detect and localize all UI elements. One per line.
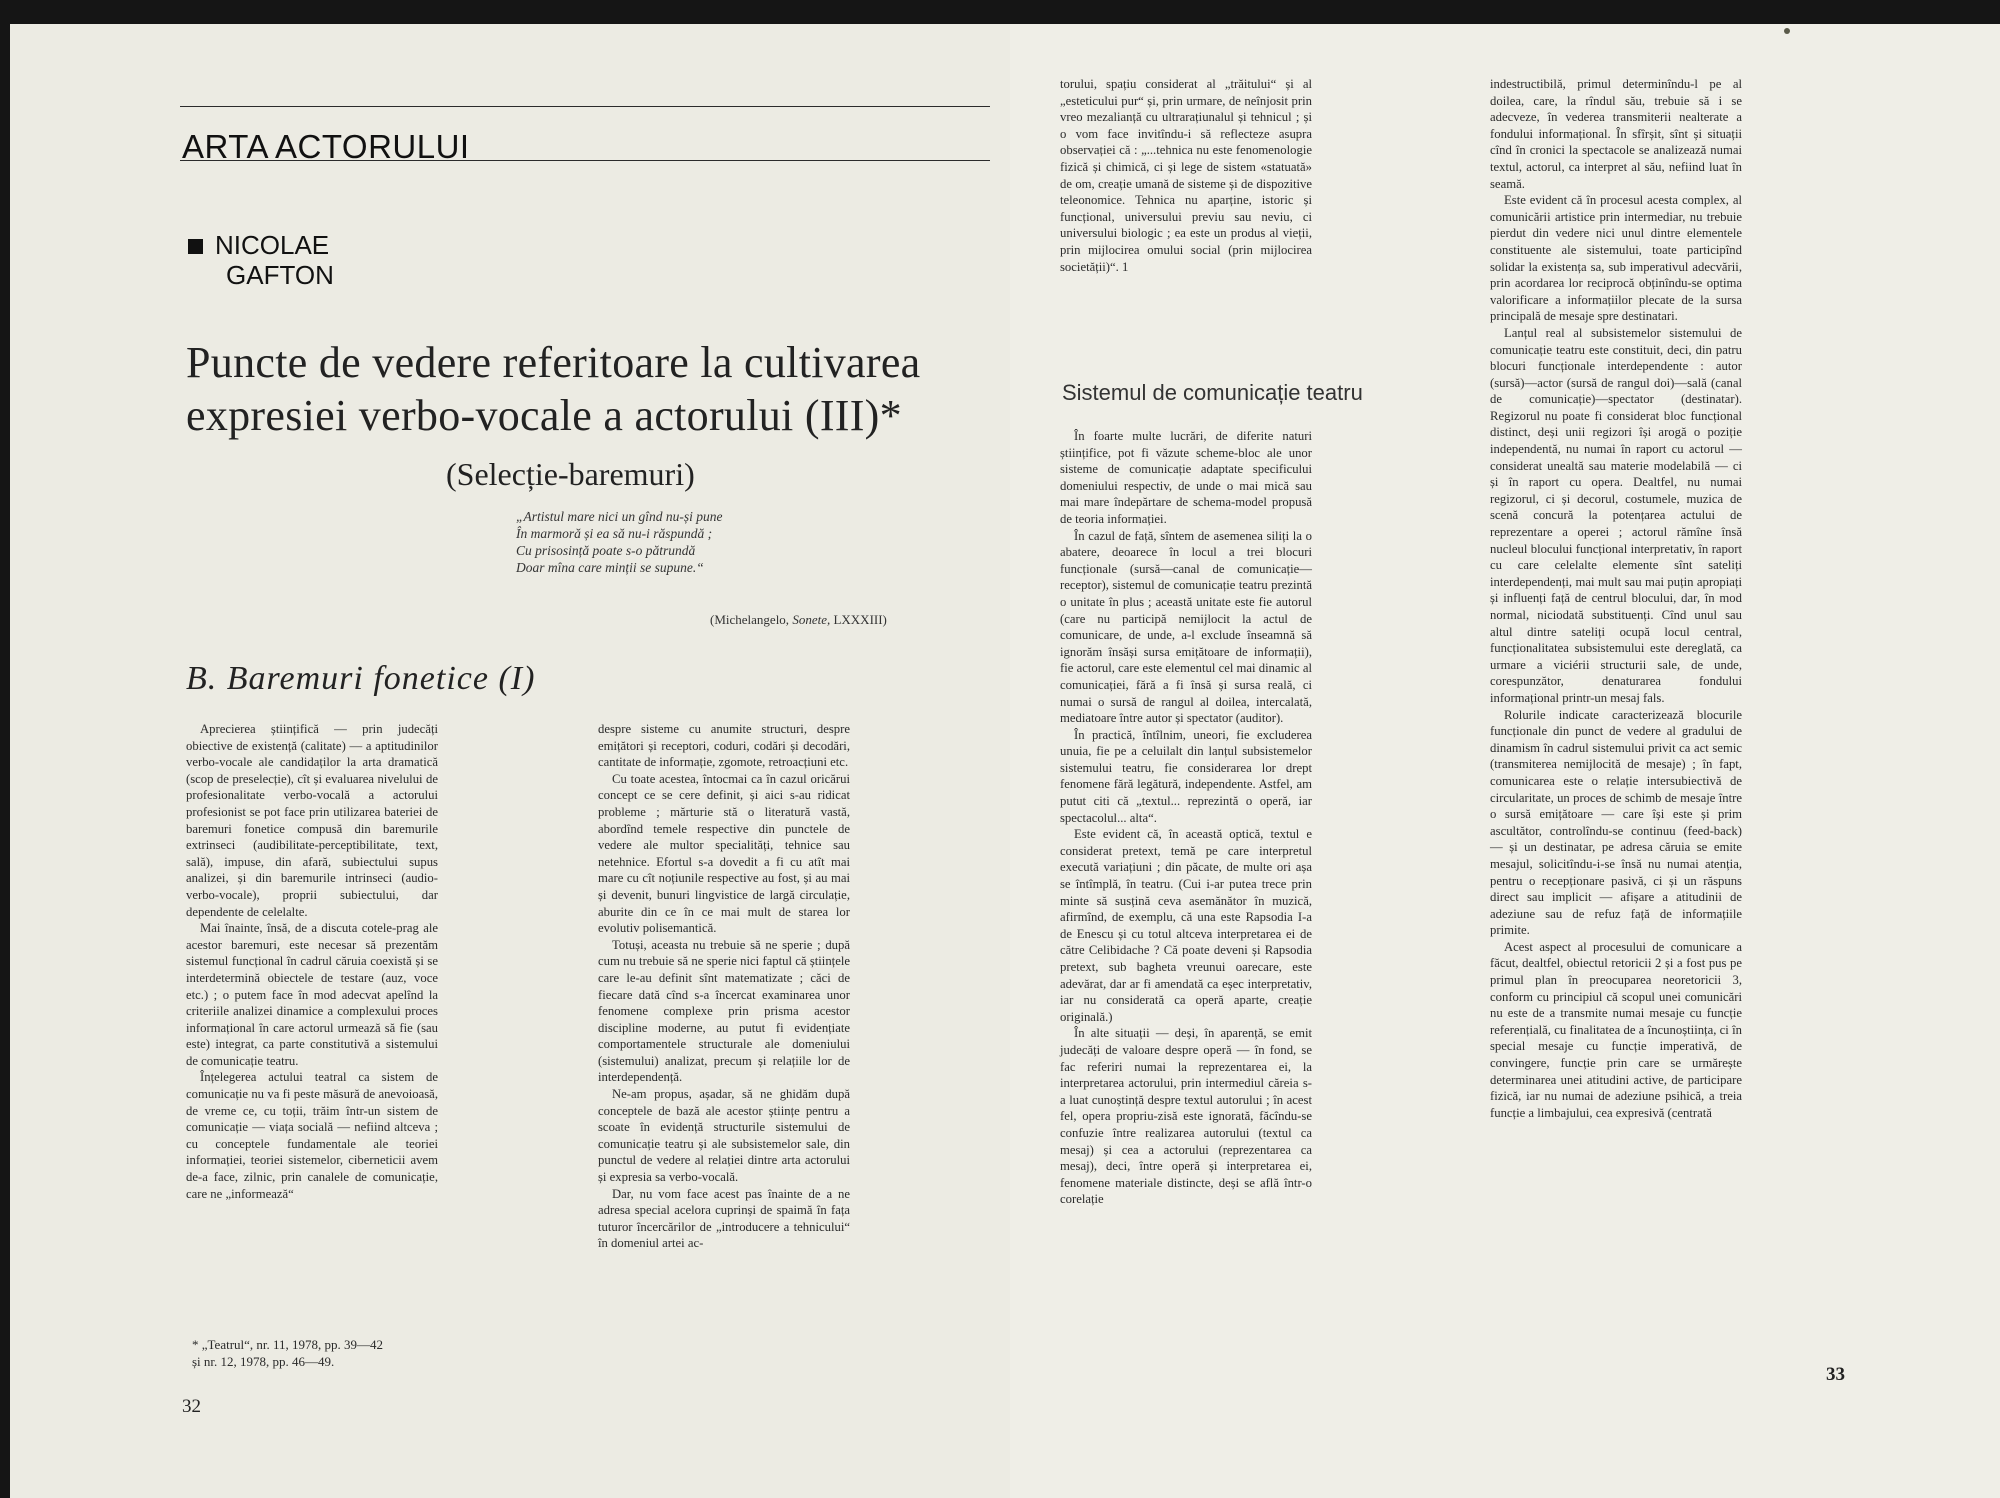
attribution-work: Sonete, [792,612,831,627]
paragraph: Dar, nu vom face acest pas înainte de a ne adresa special acelora cuprinși de spaimă în fața tuturor încercărilor de „introducere a tehnicului“ în domeniul artei ac- [598,1186,850,1251]
title-line-1: Puncte de vedere referitoare la cultivarea [186,338,921,387]
ink-spot [1784,28,1790,34]
text-column [1060,76,1312,275]
author-first-name: NICOLAE [215,230,330,260]
epigraph-line: Cu prisosință poate s-o pătrundă [516,543,696,558]
author-name [188,230,334,290]
epigraph-attribution [710,612,887,628]
epigraph-line: „Artistul mare nici un gînd nu-și pune [516,509,723,524]
article-subtitle: (Selecție-baremuri) [446,456,695,492]
author-last-name: GAFTON [226,260,334,290]
text-column [1060,428,1312,1208]
paragraph: Ne-am propus, așadar, să ne ghidăm după conceptele de bază ale acestor științe pentru a scoate în evidență structurile sistemului de comunicație teatru și ale subsistemelor sale, din punctul de vedere al relației dintre arta actorului și expresia sa verbo-vocală. [598,1087,850,1185]
paragraph: Totuși, aceasta nu trebuie să ne sperie ; după cum nu trebuie să ne sperie nici faptul că științele care le-au definit sînt matematizate ; căci de fiecare dată cînd s-a încercat examinarea unor fenomene complexe prin prisma acestor discipline moderne, au putut fi evidențiate comportamentele structurale ale domeniului (sistemului) analizat, precum și relațiile lor de interdependență. [598,937,850,1085]
paragraph: Lanțul real al subsistemelor sistemului de comunicație teatru este constituit, deci, din patru blocuri funcționale interdependente : autor (sursă)—actor (sursă de rangul doi)—sală (canal de comunicație)—spectator (destinatar). Regizorul nu poate fi considerat bloc funcțional distinct, deși unii regizori își arogă o poziție independentă, nu numai în raport cu actorul — considerat unealtă sau materie modelabilă — ci și în raport cu opera. Dealtfel, nu numai regizorul, ci și decorul, costumele, muzica de scenă concură la potențarea actului de reprezentare a operei ; actorul rămîne însă nucleul blocului funcțional interpretativ, în raport cu care celelalte elemente sînt sateliți interdependenți, mai mult sau mai puțin apropiați și influenți față de centrul blocului, dar, în mod normal, niciodată substituenți. Cînd unul sau altul dintre sateliți ocupă locul central, funcționalitatea subsistemului este dereglată, ca urmare a viciérii structurii sale, de unde, corespunzător, denaturarea fondului informațional printr-un mesaj fals. [1490,325,1742,705]
paragraph: În alte situații — deși, în aparență, se emit judecăți de valoare despre operă — în fond, se fac referiri numai la reprezentarea ei, la interpretarea actorului, prin intermediul căreia s-a luat cunoștință despre textul autorului ; în acest fel, opera propriu-zisă este ignorată, făcîndu-se confuzie între realizarea autorului (textul ca mesaj) și cea a actorului (reprezentarea ca mesaj), deci, între operă și interpretarea ei, fenomene materiale distincte, deși se află într-o corelație [1060,1026,1312,1207]
paragraph: Înțelegerea actului teatral ca sistem de comunicație nu va fi peste măsură de anevoioasă, de vreme ce, cu toții, trăim într-un sistem de comunicație — viața socială — nefiind altceva ; cu conceptele fundamentale ale teoriei informației, teoriei sistemelor, ciberneticii avem de-a face, zilnic, prin canalele de comunicație, care ne „informează“ [186,1070,438,1201]
section-heading: B. Baremuri fonetice (I) [186,660,536,697]
epigraph [516,508,986,576]
article-title [186,336,1006,442]
text-column [598,721,850,1252]
paragraph: despre sisteme cu anumite structuri, despre emițători și receptori, coduri, codări și decodări, cantitate de informație, zgomote, retroacțiuni etc. [598,722,850,770]
right-page [1010,24,2000,1498]
epigraph-line: Doar mîna care minții se supune.“ [516,560,704,575]
title-line-2: expresiei verbo-vocale a actorului (III)* [186,391,902,440]
section-label: ARTA ACTORULUI [182,128,470,165]
page-number: 32 [182,1396,201,1417]
attribution-number: LXXXIII) [833,612,887,627]
section-rule [180,160,990,161]
paragraph: Mai înainte, însă, de a discuta cotele-prag ale acestor baremuri, este necesar să prezentăm sistemul funcțional în cadrul căruia coexistă și se interdetermină obiectele de testare (auz, voce etc.) ; o putem face în mod adecvat apelînd la criteriile analizei dinamice a complexului proces informațional în care actorul urmează să fie (sau este) integrat, ca parte constitutivă a sistemului de comunicație teatru. [186,921,438,1068]
paragraph: Aprecierea științifică — prin judecăți obiective de existență (calitate) — a aptitudinilor verbo-vocale ale candidaților la arta dramatică (scop de preselecție), cît și evaluarea nivelului de profesionalitate verbo-vocală a actorului profesionist se pot face prin utilizarea bateriei de baremuri fonetice compusă din baremurile extrinseci (audibilitate-perceptibilitate, text, sală), impuse, din afară, subiectului supus analizei, și din baremurile intrinseci (audio-verbo-vocale), proprii subiectului, dar dependente de celelalte. [186,722,438,919]
left-page [10,24,1010,1498]
footnote-line: și nr. 12, 1978, pp. 46—49. [192,1354,335,1369]
sub-heading: Sistemul de comunicație teatru [1062,380,1363,405]
paragraph: În cazul de față, sîntem de asemenea siliți la o abatere, deoarece în locul a trei blocuri funcționale (sursă—canal de comunicație—receptor), sistemul de comunicație teatru prezintă o unitate în plus ; această unitate este fie autorul (care nu participă nemijlocit la actul de comunicare, de unde, a-l exclude înseamnă să ignorăm însăși sursa emițătoare de informații), fie actorul, care este elementul cel mai dinamic al comunicației, fără a fi însă și sursa reală, ci numai o sursă de rangul al doilea, intercalată, mediatoare între autor și spectator (auditor). [1060,528,1312,726]
paragraph: În foarte multe lucrări, de diferite naturi științifice, pot fi văzute scheme-bloc ale unor sisteme de comunicație adaptate specificului domeniului respectiv, de unde o mai mică sau mai mare îndepărtare de schema-model propusă de teoria informației. [1060,429,1312,526]
paragraph: În practică, întîlnim, uneori, fie excluderea unuia, fie pe a celuilalt din lanțul subsistemelor sistemului teatru, fie considerarea lor drept fenomene fără legătură, independente. Astfel, am putut citi că „textul... reprezintă o operă, iar spectacolul... alta“. [1060,727,1312,825]
paragraph: Acest aspect al procesului de comunicare a făcut, dealtfel, obiectul retoricii 2 și a fost pus pe primul plan în preocuparea neoretoricii 3, conform cu principiul că scopul unei comunicări nu este de a transmite numai mesaje cu funcție referențială, cu finalitatea de a încunoștiința, ci în special mesaje cu funcție imperativă, de convingere, funcție prin care se urmărește determinarea unei atitudini active, de participare fizică, iar nu numai de adeziune psihică, a treia funcție a limbajului, cea expresivă (centrată [1490,939,1742,1120]
text-column [186,721,438,1202]
attribution-author: (Michelangelo, [710,612,790,627]
paragraph: torului, spațiu considerat al „trăitului“ și al „esteticului pur“ și, prin urmare, de neînjosit prin vreo mezalianță cu ultrarațiunalul și tehnicul ; și o vom face invitîndu-i să reflecteze asupra observației că : „...tehnica nu este fenomenologie fizică și chimică, ci și lege de sistem «statuată» de om, creație umană de sisteme și de dispozitive teleonomice. Tehnica nu aparține, istoric și funcțional, universului previu sau neviu, ci universului biologic ; ea este un produs al vieții, prin mijlocirea omului social (prin mijlocirea societății)“. 1 [1060,77,1312,274]
paragraph: Rolurile indicate caracterizează blocurile funcționale din punct de vedere al gradului de dinamism în cadrul sistemului privit ca act semic (transmiterea nemijlocită de mesaje) ; în fapt, comunicarea este o relație intersubiectivă de circularitate, un proces de schimb de mesaje între o sursă emițătoare — care își este și prim ascultător, controlîndu-se continuu (feed-back) — și un destinatar, pe adresa căruia se emite mesajul, solicitîndu-i-se însă nu numai atenția, pentru o recepționare pasivă, ci și un răspuns direct sau implicit — afișare a atitudinii de adeziune sau de refuz față de informațiile primite. [1490,707,1742,938]
paragraph: Este evident că în procesul acesta complex, al comunicării artistice prin intermediar, nu trebuie pierdut din vedere nici unul dintre elementele constituente ale sistemului, toate participînd solidar la existența sa, sub imperativul adecvării, prin acordarea lor reciprocă obținîndu-se optima valorificare a informațiilor plecate de la sursa principală de mesaje spre destinatari. [1490,193,1742,324]
paragraph: Este evident că, în această optică, textul e considerat pretext, temă pe care interpretul execută variațiuni ; din păcate, de multe ori așa se întîmplă, în teatru. (Cui i-ar putea trece prin minte să susțină ceva asemănător în muzică, afirmînd, de exemplu, că una este Rapsodia I-a de Enescu și cu totul altceva interpretarea ei de către Celibidache ? Că poate deveni și Rapsodia pretext, sub bagheta vreunui oarecare, este adevărat, dar ar fi amendată ca eșec interpretativ, iar nu considerată ca operă aparte, creație originală.) [1060,827,1312,1024]
top-rule [180,106,990,107]
footnote-line: * „Teatrul“, nr. 11, 1978, pp. 39—42 [192,1337,384,1352]
page-number: 33 [1826,1364,1845,1385]
paragraph: indestructibilă, primul determinîndu-l pe al doilea, care, la rîndul său, trebuie să i se adecveze, în vederea transmiterii nealterate a fondului informațional. În sfîrșit, sînt și situații cînd în cronici la spectacole se analizează numai textul, actorul, ca interpret al său, nefiind luat în seamă. [1490,77,1742,191]
text-column [1490,76,1742,1121]
paragraph: Cu toate acestea, întocmai ca în cazul oricărui concept ce se cere definit, și aici s-au ridicat probleme ; mărturie stă o literatură vastă, abordînd temele respective din punctele de vedere ale multor specialități, tehnice sau netehnice. Efortul s-a dovedit a fi cu atît mai mare cu cît noțiunile respective au fost, și au mai și devenit, bunuri lingvistice de largă circulație, aburite din ce în ce mai mult de starea lor evolutiv polisemantică. [598,771,850,936]
footnote [192,1336,572,1370]
epigraph-line: În marmoră și ea să nu-i răspundă ; [516,526,713,541]
square-bullet-icon [188,239,203,254]
